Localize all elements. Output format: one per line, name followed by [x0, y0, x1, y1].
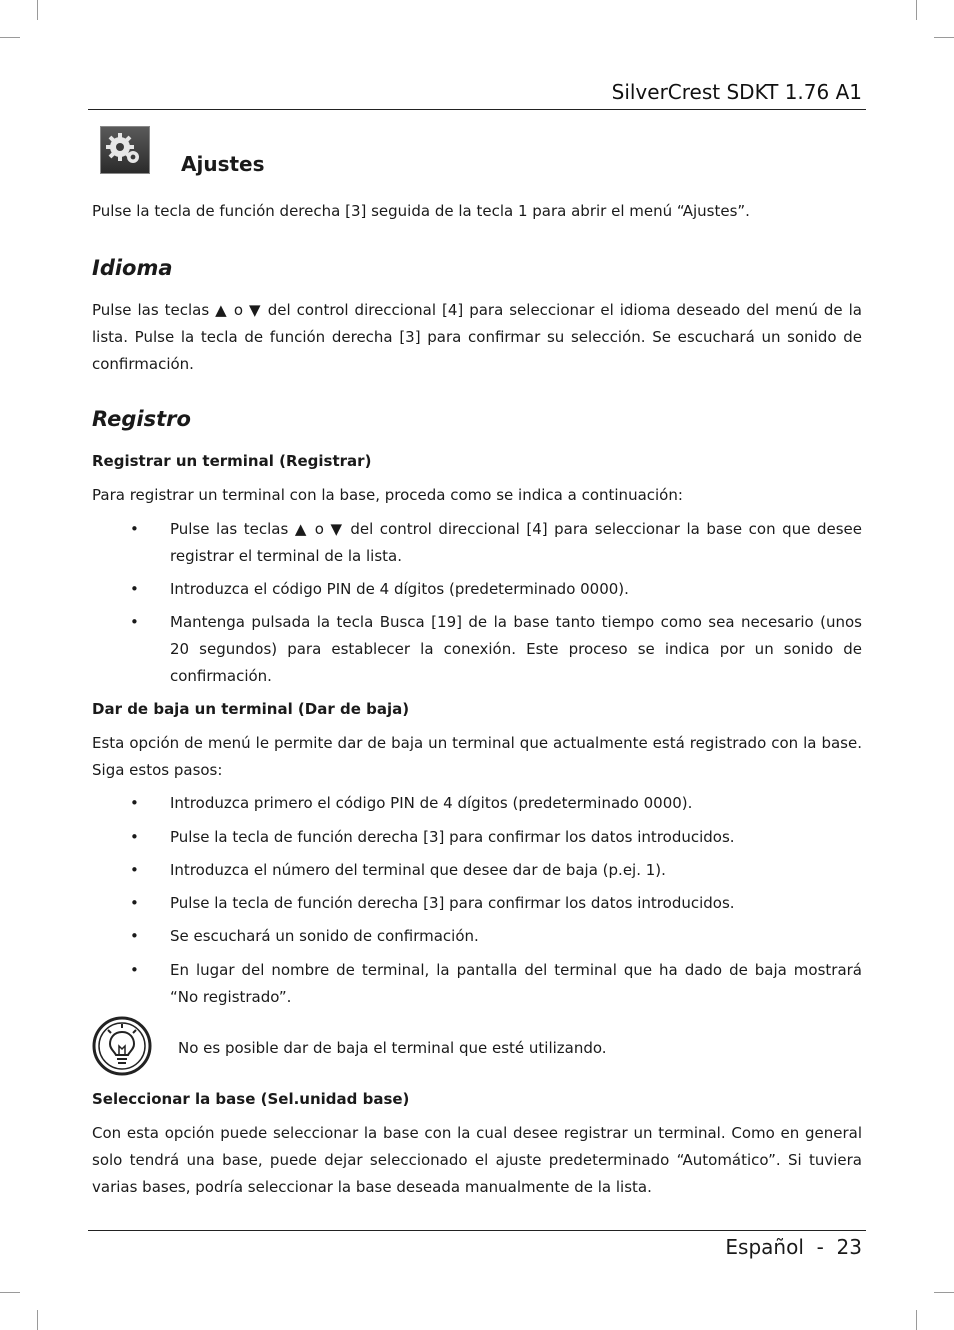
registrar-intro: Para registrar un terminal con la base, proceda como se indica a continuación:: [92, 486, 683, 504]
crop-mark: [916, 1310, 917, 1330]
baja-intro: Esta opción de menú le permite dar de baja un terminal que actualmente está registrado con la base. Siga estos pasos:: [92, 734, 862, 779]
idioma-text: Pulse las teclas ▲ o ▼ del control direccional [4] para seleccionar el idioma deseado del menú de la lista. Pulse la tecla de función derecha [3] para confirmar su selección. Se escuchará un sonido de confirmación.: [92, 301, 862, 373]
crop-mark: [37, 1310, 38, 1330]
crop-mark: [934, 1292, 954, 1293]
gears-icon: [100, 126, 150, 174]
list-item: • En lugar del nombre de terminal, la pantalla del terminal que ha dado de baja mostrará “No registrado”.: [92, 957, 862, 1011]
subsection-title-registrar: Registrar un terminal (Registrar): [92, 452, 372, 470]
crop-mark: [37, 0, 38, 20]
list-item: • Pulse la tecla de función derecha [3] para confirmar los datos introducidos.: [92, 824, 862, 851]
section-title-registro: Registro: [92, 407, 191, 431]
list-item: • Pulse la tecla de función derecha [3] para confirmar los datos introducidos.: [92, 890, 862, 917]
crop-mark: [0, 37, 20, 38]
subsection-title-seleccionar: Seleccionar la base (Sel.unidad base): [92, 1090, 410, 1108]
tip-text: No es posible dar de baja el terminal que esté utilizando.: [178, 1039, 607, 1057]
ajustes-intro: Pulse la tecla de función derecha [3] seguida de la tecla 1 para abrir el menú “Ajustes”.: [92, 202, 750, 220]
list-item: • Se escuchará un sonido de confirmación.: [92, 923, 862, 950]
subsection-title-baja: Dar de baja un terminal (Dar de baja): [92, 700, 410, 718]
crop-mark: [934, 37, 954, 38]
list-item: • Mantenga pulsada la tecla Busca [19] de la base tanto tiempo como sea necesario (unos 20 segundos) para establecer la conexión. Este proceso se indica por un sonido de confirmación.: [92, 609, 862, 690]
header-title: SilverCrest SDKT 1.76 A1: [611, 80, 862, 104]
list-item: • Introduzca el número del terminal que desee dar de baja (p.ej. 1).: [92, 857, 862, 884]
section-title-ajustes: Ajustes: [181, 152, 265, 176]
list-item: • Pulse las teclas ▲ o ▼ del control direccional [4] para seleccionar la base con que desee registrar el terminal de la lista.: [92, 516, 862, 570]
seleccionar-text: Con esta opción puede seleccionar la base con la cual desee registrar un terminal. Como en general solo tendrá una base, puede dejar seleccionado el ajuste predeterminado “Automático”. Si tuviera varias bases, podría seleccionar la base deseada manualmente de la lista.: [92, 1124, 862, 1196]
lightbulb-icon: [92, 1016, 152, 1076]
list-item: • Introduzca primero el código PIN de 4 dígitos (predeterminado 0000).: [92, 790, 862, 817]
crop-mark: [916, 0, 917, 20]
header-rule: [88, 109, 866, 110]
page-number: Español - 23: [725, 1235, 862, 1259]
crop-mark: [0, 1292, 20, 1293]
list-item: • Introduzca el código PIN de 4 dígitos (predeterminado 0000).: [92, 576, 862, 603]
section-title-idioma: Idioma: [92, 256, 173, 280]
footer-rule: [88, 1230, 866, 1231]
